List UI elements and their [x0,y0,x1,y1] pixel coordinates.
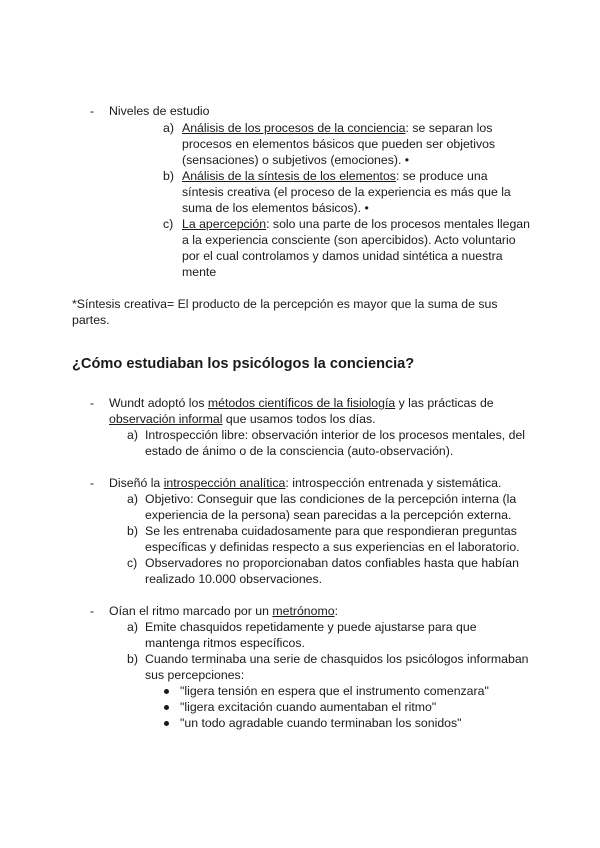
item-text: : se separan los [405,121,493,135]
list-item-line: Observadores no proporcionaban datos confiables hasta que habían [145,556,519,570]
quote-line: "un todo agradable cuando terminaban los sonidos" [180,716,462,730]
list-item-line [182,168,488,184]
footnote-line: partes. [72,313,110,327]
underlined-term: metrónomo [272,604,335,618]
list-item-line: síntesis creativa (el proceso de la experiencia es más que la [182,185,511,199]
list-marker: a) [127,492,138,506]
underlined-term: métodos científicos de la fisiología [207,396,396,410]
list-item-line: por el cual controlamos y damos unidad sintética a nuestra [182,249,503,263]
bullet-marker: - [90,604,95,618]
bullet-text: Oían el ritmo marcado por un [109,604,273,618]
bullet-marker: - [90,396,95,410]
quote-line: "ligera tensión en espera que el instrumento comenzara" [180,684,489,698]
bullet-dot-icon [164,721,169,726]
bullet-line [109,411,376,427]
bullet-dot-icon [164,689,169,694]
list-marker: b) [127,652,138,666]
item-text: : se produce una [395,169,488,183]
bullet-text: y las prácticas de [395,396,494,410]
list-item-line: específicas y definidas respecto a sus experiencias en el laboratorio. [145,540,520,554]
list-item-line: procesos en elementos básicos que pueden ser objetivos [182,137,496,151]
underlined-term: La apercepción [182,217,267,231]
bullet-line [109,475,501,491]
list-item-line: a la experiencia consciente (son apercibidos). Acto voluntario [182,233,516,247]
list-item-line: experiencia de la persona) sean parecidas a la percepción externa. [145,508,512,522]
section-heading: Niveles de estudio [109,104,210,118]
list-item-line: suma de los elementos básicos). • [182,201,369,215]
footnote-line: *Síntesis creativa= El producto de la percepción es mayor que la suma de sus [72,297,498,311]
underlined-term: Análisis de la síntesis de los elementos [182,169,396,183]
bullet-text: que usamos todos los días. [222,412,376,426]
list-item-line: estado de ánimo o de la consciencia (auto-observación). [145,444,454,458]
bullet-marker: - [90,476,95,490]
list-marker: c) [163,217,174,231]
section-title: ¿Cómo estudiaban los psicólogos la conciencia? [72,356,415,372]
item-text: : solo una parte de los procesos mentales llegan [266,217,530,231]
list-marker: a) [127,620,138,634]
list-item-line: Emite chasquidos repetidamente y puede ajustarse para que [145,620,477,634]
list-item-line [182,216,530,232]
bullet-line [109,395,494,411]
bullet-marker: - [90,104,95,118]
list-item-line: mente [182,265,217,279]
list-item-line: Introspección libre: observación interior de los procesos mentales, del [145,428,526,442]
quote-line: "ligera excitación cuando aumentaban el ritmo" [180,700,437,714]
list-item-line: Cuando terminaba una serie de chasquidos los psicólogos informaban [145,652,529,666]
list-item-line: Se les entrenaba cuidadosamente para que respondieran preguntas [145,524,517,538]
underlined-term: introspección analítica [163,476,286,490]
bullet-line [109,603,338,619]
list-marker: a) [163,121,174,135]
list-marker: c) [127,556,138,570]
underlined-term: observación informal [109,412,223,426]
list-marker: b) [163,169,174,183]
bullet-text: Wundt adoptó los [109,396,208,410]
list-item-line: (sensaciones) o subjetivos (emociones). • [182,153,410,167]
underlined-term: Análisis de los procesos de la conciencia [182,121,406,135]
list-item-line [182,120,492,136]
bullet-text: : [334,604,338,618]
bullet-dot-icon [164,705,169,710]
list-marker: b) [127,524,138,538]
bullet-text: : introspección entrenada y sistemática. [285,476,502,490]
list-item-line: mantenga ritmos específicos. [145,636,305,650]
bullet-text: Diseñó la [109,476,164,490]
list-item-line: Objetivo: Conseguir que las condiciones de la percepción interna (la [145,492,517,506]
list-item-line: realizado 10.000 observaciones. [145,572,323,586]
list-marker: a) [127,428,138,442]
list-item-line: sus percepciones: [145,668,245,682]
